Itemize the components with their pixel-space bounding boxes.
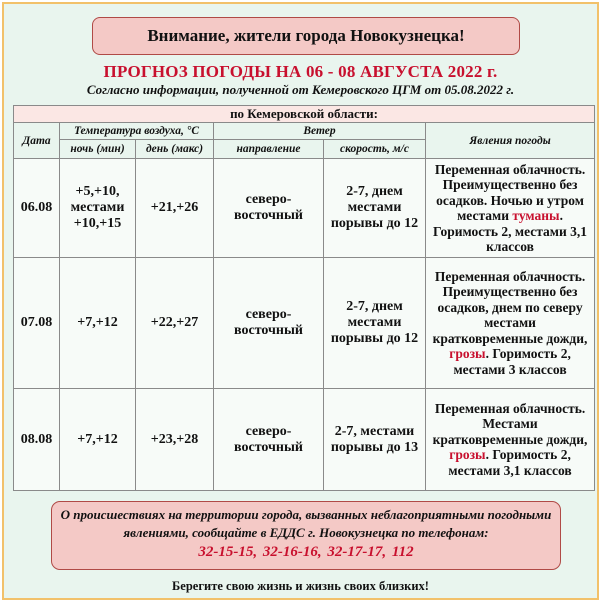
region-label: по Кемеровской области:: [14, 106, 595, 123]
emergency-phones: 32-15-15, 32-16-16, 32-17-17, 112: [198, 544, 414, 560]
forecast-title: ПРОГНОЗ ПОГОДЫ НА 06 - 08 АВГУСТА 2022 г.: [103, 62, 498, 81]
row-phenomena: [426, 389, 595, 491]
header-phenomena: Явления погоды: [426, 123, 595, 159]
table-row: [14, 389, 595, 491]
phenomena-highlight: грозы: [449, 447, 486, 463]
forecast-source: Согласно информации, полученной от Кемеровского ЦГМ от 05.08.2022 г.: [86, 82, 515, 97]
header-temperature: Температура воздуха, °С: [60, 123, 214, 140]
header-day: день (макс): [136, 140, 214, 159]
table-row: [14, 159, 595, 258]
page-frame: [2, 2, 599, 600]
row-wind-direction: северо-восточный: [214, 159, 324, 258]
phenomena-highlight: грозы: [449, 346, 486, 362]
row-date: 06.08: [14, 159, 60, 258]
phenomena-text: . Горимость 2, местами 3,1 классов: [448, 447, 572, 478]
forecast-table: [13, 105, 595, 491]
row-day-temp: +23,+28: [136, 389, 214, 491]
row-date: 08.08: [14, 389, 60, 491]
header-date: Дата: [14, 123, 60, 159]
phenomena-text: . Горимость 2, местами 3,1 классов: [433, 208, 588, 254]
phenomena-text: Переменная облачность. Местами кратковременные дожди,: [432, 400, 588, 447]
header-speed: скорость, м/с: [324, 140, 426, 159]
row-phenomena: [426, 258, 595, 389]
closing-message: Берегите свою жизнь и жизнь своих близких!: [172, 579, 429, 593]
row-phenomena: [426, 159, 595, 258]
row-wind-direction: северо-восточный: [214, 258, 324, 389]
phenomena-text: Переменная облачность. Преимущественно без осадков. Ночью и утром местами: [434, 161, 586, 223]
header-night: ночь (мин): [60, 140, 136, 159]
warning-banner: Внимание, жители города Новокузнецка!: [92, 17, 520, 55]
phenomena-text: Переменная облачность. Преимущественно без осадков, днем по северу местами кратковременные дожди,: [432, 268, 588, 346]
row-wind-direction: северо-восточный: [214, 389, 324, 491]
row-night-temp: +5,+10, местами +10,+15: [60, 159, 136, 258]
row-day-temp: +22,+27: [136, 258, 214, 389]
row-wind-speed: 2-7, днем местами порывы до 12: [324, 159, 426, 258]
phenomena-text: . Горимость 2, местами 3 классов: [453, 346, 571, 377]
row-night-temp: +7,+12: [60, 258, 136, 389]
phenomena-highlight: туманы: [512, 208, 560, 223]
row-wind-speed: 2-7, местами порывы до 13: [324, 389, 426, 491]
row-night-temp: +7,+12: [60, 389, 136, 491]
header-wind: Ветер: [214, 123, 426, 140]
emergency-notice: О происшествиях на территории города, вызванных неблагоприятными погодными явлениями, сообщайте в ЕДДС г. Новокузнецка по телефонам:: [60, 507, 552, 540]
table-row: [14, 258, 595, 389]
row-wind-speed: 2-7, днем местами порывы до 12: [324, 258, 426, 389]
row-date: 07.08: [14, 258, 60, 389]
row-day-temp: +21,+26: [136, 159, 214, 258]
emergency-contact-box: [51, 501, 561, 570]
header-direction: направление: [214, 140, 324, 159]
